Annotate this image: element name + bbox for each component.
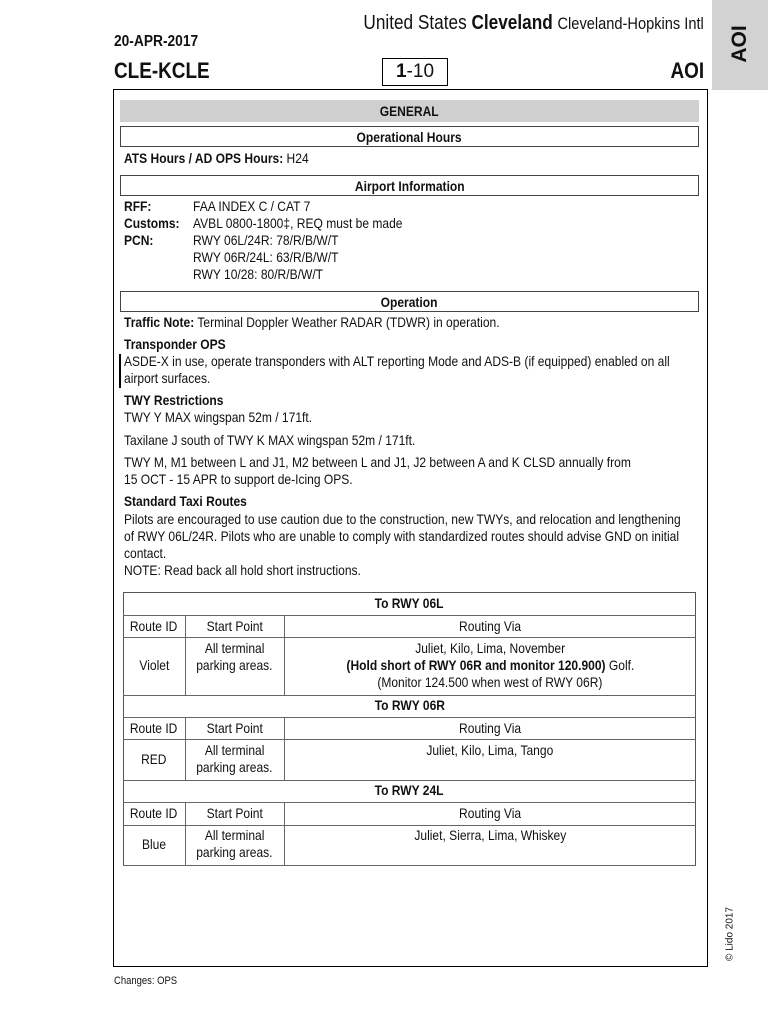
airport-information-title: Airport Information bbox=[354, 178, 465, 194]
group-title-rwy-06l bbox=[123, 595, 696, 612]
col-route-id bbox=[123, 720, 185, 737]
taxi-routes-title: Standard Taxi Routes bbox=[124, 493, 247, 509]
taxi-routes-text-2: of RWY 06L/24R. Pilots who are unable to comply with standardized routes should advise GND on initial bbox=[124, 528, 680, 544]
start-point bbox=[185, 827, 284, 861]
ats-hours-label: ATS Hours / AD OPS Hours: bbox=[124, 150, 284, 166]
group-title-rwy-24l bbox=[123, 782, 696, 799]
route-id-red bbox=[123, 751, 185, 768]
airport-title bbox=[364, 12, 704, 35]
rff-label: RFF: bbox=[124, 198, 152, 214]
routing-via-blue bbox=[284, 827, 696, 844]
col-header-text: Route ID bbox=[130, 805, 178, 821]
pcn-label: PCN: bbox=[124, 232, 154, 248]
start-point-line: All terminal bbox=[204, 827, 265, 843]
start-point-line: All terminal bbox=[204, 742, 265, 758]
operation-header bbox=[120, 291, 699, 312]
col-routing-via bbox=[284, 618, 696, 635]
effective-date: 20-APR-2017 bbox=[114, 33, 199, 50]
transponder-text-2: airport surfaces. bbox=[124, 370, 211, 386]
table-divider bbox=[123, 865, 696, 866]
pcn-value-06r: RWY 06R/24L: 63/R/B/W/T bbox=[193, 249, 339, 265]
general-header bbox=[120, 100, 699, 122]
route-id-text: Violet bbox=[139, 657, 169, 673]
col-header-text: Routing Via bbox=[458, 618, 522, 634]
table-divider bbox=[123, 717, 696, 718]
start-point-line: parking areas. bbox=[196, 844, 273, 860]
table-divider bbox=[123, 637, 696, 638]
col-header-text: Route ID bbox=[130, 720, 178, 736]
pcn-value-06l: RWY 06L/24R: 78/R/B/W/T bbox=[193, 232, 339, 248]
taxi-routes-note: NOTE: Read back all hold short instructions. bbox=[124, 562, 361, 578]
transponder-title: Transponder OPS bbox=[124, 336, 226, 352]
traffic-note-value: Terminal Doppler Weather RADAR (TDWR) in operation. bbox=[197, 314, 500, 330]
route-id-blue bbox=[123, 836, 185, 853]
route-id-text: RED bbox=[141, 751, 167, 767]
col-header-text: Routing Via bbox=[458, 720, 522, 736]
col-header-text: Start Point bbox=[206, 720, 263, 736]
start-point-line: parking areas. bbox=[196, 759, 273, 775]
page-number: -10 bbox=[406, 61, 435, 82]
taxi-routes-text-1: Pilots are encouraged to use caution due to the construction, new TWYs, and relocation and lengthening bbox=[124, 511, 681, 527]
col-header-text: Start Point bbox=[206, 618, 263, 634]
operational-hours-title: Operational Hours bbox=[356, 129, 463, 145]
rff-value: FAA INDEX C / CAT 7 bbox=[193, 198, 311, 214]
pcn-value-10: RWY 10/28: 80/R/B/W/T bbox=[193, 266, 324, 282]
twy-restriction-1: TWY Y MAX wingspan 52m / 171ft. bbox=[124, 409, 313, 425]
col-route-id bbox=[123, 618, 185, 635]
traffic-note-label: Traffic Note: bbox=[124, 314, 195, 330]
twy-restriction-3b: 15 OCT - 15 APR to support de-Icing OPS. bbox=[124, 471, 353, 487]
start-point bbox=[185, 640, 284, 674]
operational-hours-header bbox=[120, 126, 699, 147]
routing-line: (Monitor 124.500 when west of RWY 06R) bbox=[377, 674, 603, 690]
side-tab-label: AOI bbox=[728, 25, 751, 63]
change-bar bbox=[119, 354, 121, 388]
group-title-text: To RWY 06R bbox=[374, 697, 445, 713]
city-name: Cleveland bbox=[471, 12, 553, 34]
taxi-routes-text-3: contact. bbox=[124, 545, 167, 561]
transponder-text-1: ASDE-X in use, operate transponders with ALT reporting Mode and ADS-B (if equipped) enabled on all bbox=[124, 353, 670, 369]
table-divider bbox=[123, 780, 696, 781]
col-route-id bbox=[123, 805, 185, 822]
side-tab[interactable] bbox=[712, 0, 768, 90]
copyright-notice: © Lido 2017 bbox=[724, 906, 736, 962]
start-point-line: parking areas. bbox=[196, 657, 273, 673]
routing-line: Juliet, Kilo, Lima, November bbox=[415, 640, 565, 656]
col-start-point bbox=[185, 618, 284, 635]
operation-title: Operation bbox=[381, 294, 438, 310]
col-header-text: Start Point bbox=[206, 805, 263, 821]
routing-via-violet bbox=[284, 640, 696, 691]
routing-via-red bbox=[284, 742, 696, 759]
airport-information-header bbox=[120, 175, 699, 196]
routing-line bbox=[346, 657, 634, 674]
route-id-violet bbox=[123, 657, 185, 674]
page-number-box bbox=[382, 58, 448, 86]
hold-short-instruction: (Hold short of RWY 06R and monitor 120.900) bbox=[346, 657, 606, 673]
customs-value: AVBL 0800-1800‡, REQ must be made bbox=[193, 215, 403, 231]
section-code: AOI bbox=[670, 58, 704, 83]
general-title: GENERAL bbox=[380, 103, 439, 119]
start-point bbox=[185, 742, 284, 776]
col-start-point bbox=[185, 805, 284, 822]
twy-restriction-2: Taxilane J south of TWY K MAX wingspan 52m / 171ft. bbox=[124, 432, 416, 448]
twy-restrictions-title: TWY Restrictions bbox=[124, 392, 224, 408]
group-title-text: To RWY 24L bbox=[375, 782, 444, 798]
group-title-text: To RWY 06L bbox=[375, 595, 444, 611]
ats-hours-line bbox=[124, 150, 309, 167]
icao-code: CLE-KCLE bbox=[114, 58, 210, 83]
col-header-text: Routing Via bbox=[458, 805, 522, 821]
col-routing-via bbox=[284, 805, 696, 822]
traffic-note bbox=[124, 314, 500, 331]
twy-restriction-3a: TWY M, M1 between L and J1, M2 between L and J1, J2 between A and K CLSD annually from bbox=[124, 454, 631, 470]
col-header-text: Route ID bbox=[130, 618, 178, 634]
country-name: United States bbox=[363, 12, 467, 34]
group-title-rwy-06r bbox=[123, 697, 696, 714]
table-divider bbox=[123, 695, 696, 696]
routing-continuation: Golf. bbox=[605, 657, 634, 673]
customs-label: Customs: bbox=[124, 215, 180, 231]
table-divider bbox=[123, 615, 696, 616]
routing-line: Juliet, Sierra, Lima, Whiskey bbox=[414, 827, 566, 843]
table-divider bbox=[123, 825, 696, 826]
route-id-text: Blue bbox=[141, 836, 167, 852]
page-chapter: 1 bbox=[395, 61, 407, 82]
routing-line: Juliet, Kilo, Lima, Tango bbox=[426, 742, 554, 758]
ats-hours-value: H24 bbox=[286, 150, 309, 166]
col-routing-via bbox=[284, 720, 696, 737]
airport-name: Cleveland-Hopkins Intl bbox=[557, 14, 704, 33]
changes-note: Changes: OPS bbox=[114, 975, 178, 987]
table-divider bbox=[123, 739, 696, 740]
col-start-point bbox=[185, 720, 284, 737]
table-divider bbox=[123, 802, 696, 803]
start-point-line: All terminal bbox=[204, 640, 265, 656]
